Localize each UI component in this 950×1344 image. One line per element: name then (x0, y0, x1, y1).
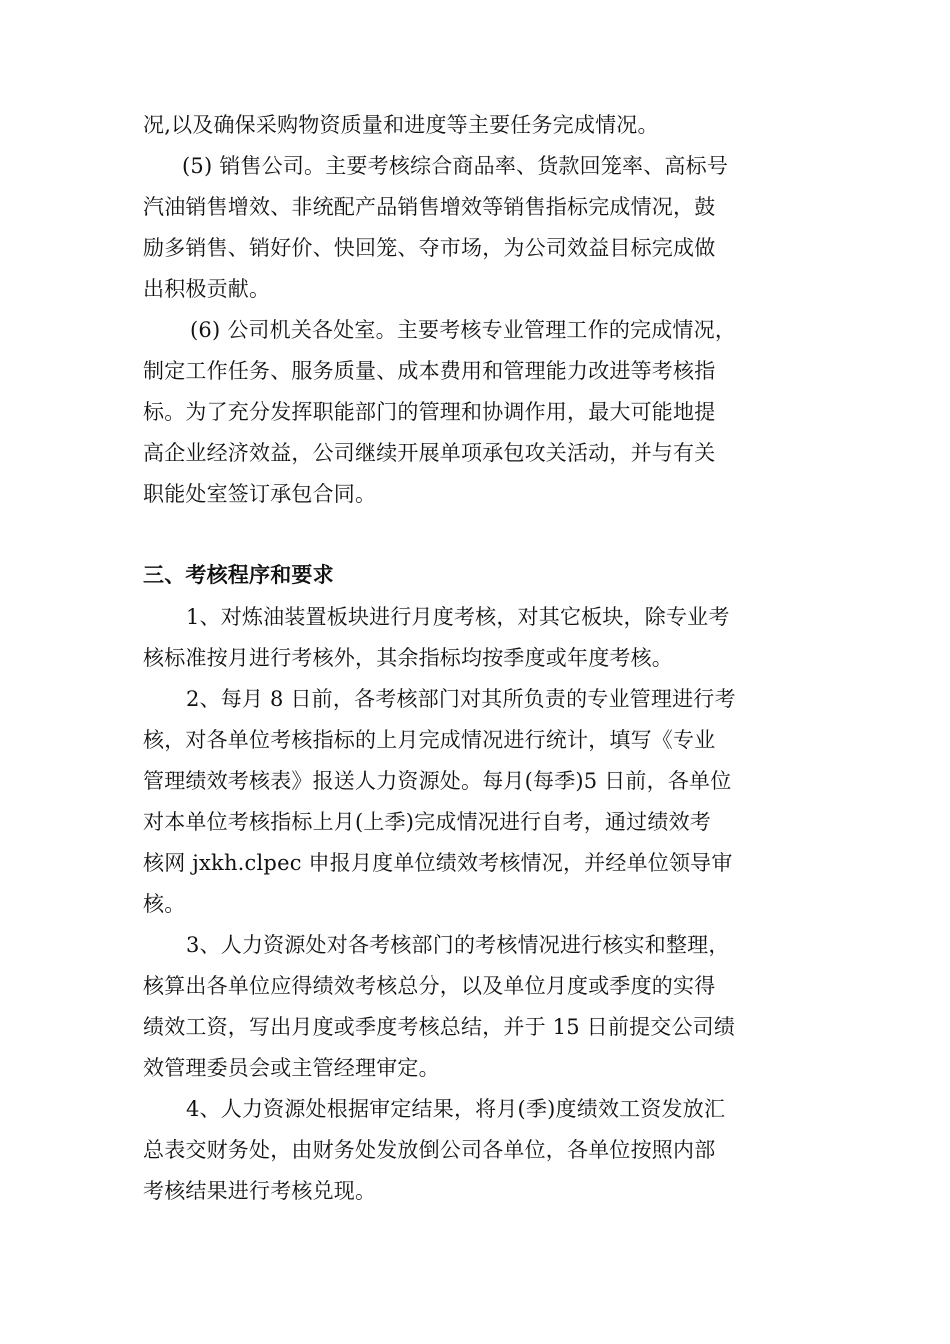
body-line (0, 149, 950, 183)
line-text: 核。 (143, 892, 186, 916)
line-text: 况,以及确保采购物资质量和进度等主要任务完成情况。 (143, 113, 659, 137)
body-line (0, 354, 950, 388)
line-text: 出积极贡献。 (143, 277, 271, 301)
line-text: 对本单位考核指标上月(上季)完成情况进行自考，通过绩效考 (143, 810, 711, 834)
body-line (0, 1133, 950, 1167)
line-text: 制定工作任务、服务质量、成本费用和管理能力改进等考核指 (143, 359, 716, 383)
body-line (0, 231, 950, 265)
body-line (0, 641, 950, 675)
line-text: 标。为了充分发挥职能部门的管理和协调作用，最大可能地提 (143, 400, 716, 424)
line-text: (5) 销售公司。主要考核综合商品率、货款回笼率、高标号 (182, 154, 729, 178)
body-line (0, 805, 950, 839)
line-text: 管理绩效考核表》报送人力资源处。每月(每季)5 日前，各单位 (143, 769, 732, 793)
body-line (0, 969, 950, 1003)
section-heading-text: 三、考核程序和要求 (143, 563, 334, 587)
line-text: 汽油销售增效、非统配产品销售增效等销售指标完成情况，鼓 (143, 195, 716, 219)
body-line (0, 190, 950, 224)
line-text: 核算出各单位应得绩效考核总分，以及单位月度或季度的实得 (143, 974, 716, 998)
body-line (0, 928, 950, 962)
line-text: (6) 公司机关各处室。主要考核专业管理工作的完成情况， (190, 318, 737, 342)
line-text: 绩效工资，写出月度或季度考核总结，并于 15 日前提交公司绩 (143, 1015, 736, 1039)
body-line (0, 846, 950, 880)
body-line (0, 682, 950, 716)
body-line (0, 600, 950, 634)
body-line (0, 1051, 950, 1085)
line-text: 3、人力资源处对各考核部门的考核情况进行核实和整理， (186, 933, 730, 957)
body-line (0, 395, 950, 429)
line-text: 总表交财务处，由财务处发放倒公司各单位，各单位按照内部 (143, 1138, 716, 1162)
line-text: 1、对炼油装置板块进行月度考核，对其它板块，除专业考 (186, 605, 730, 629)
body-line (0, 764, 950, 798)
line-text: 核标准按月进行考核外，其余指标均按季度或年度考核。 (143, 646, 673, 670)
body-line (0, 1174, 950, 1208)
body-line (0, 313, 950, 347)
body-line (0, 108, 950, 142)
section-heading (0, 558, 950, 592)
line-text: 2、每月 8 日前，各考核部门对其所负责的专业管理进行考 (186, 687, 736, 711)
line-text: 励多销售、销好价、快回笼、夺市场，为公司效益目标完成做 (143, 236, 716, 260)
body-line (0, 1092, 950, 1126)
line-text: 职能处室签订承包合同。 (143, 482, 377, 506)
body-line (0, 436, 950, 470)
line-text: 4、人力资源处根据审定结果，将月(季)度绩效工资发放汇 (186, 1097, 726, 1121)
body-line (0, 272, 950, 306)
line-text: 效管理委员会或主管经理审定。 (143, 1056, 440, 1080)
body-line (0, 477, 950, 511)
line-text: 考核结果进行考核兑现。 (143, 1179, 377, 1203)
body-line (0, 723, 950, 757)
line-text: 高企业经济效益，公司继续开展单项承包攻关活动，并与有关 (143, 441, 716, 465)
line-text: 核，对各单位考核指标的上月完成情况进行统计，填写《专业 (143, 728, 716, 752)
line-text: 核网 jxkh.clpec 申报月度单位绩效考核情况，并经单位领导审 (143, 851, 733, 875)
body-line (0, 887, 950, 921)
body-line (0, 1010, 950, 1044)
